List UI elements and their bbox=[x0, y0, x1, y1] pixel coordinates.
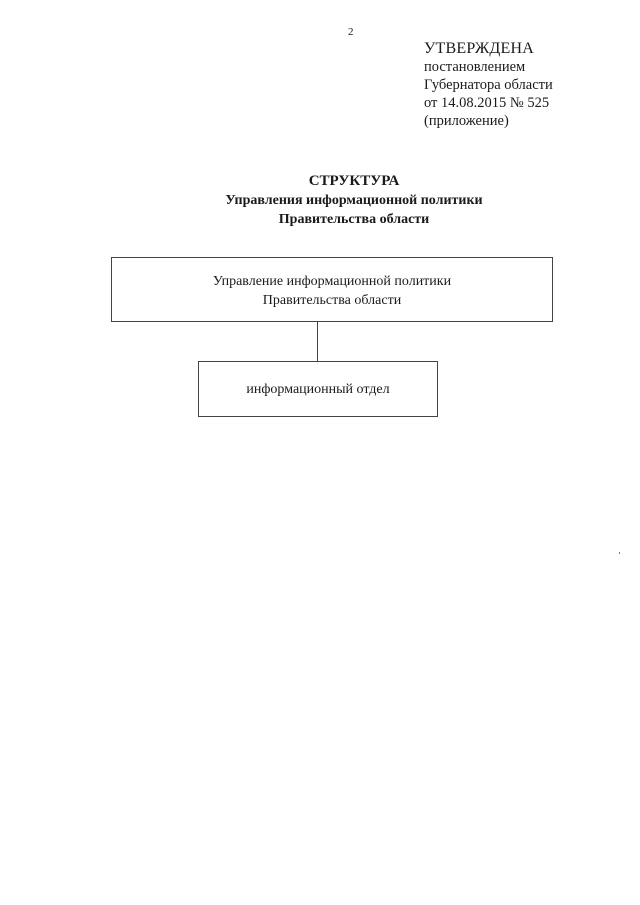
approval-stamp bbox=[424, 40, 553, 130]
approval-line: от 14.08.2015 № 525 bbox=[424, 95, 550, 111]
org-box-information-section bbox=[198, 361, 438, 417]
org-box-department bbox=[111, 257, 553, 322]
approval-line: (приложение) bbox=[424, 113, 509, 129]
approval-line: постановлением bbox=[424, 59, 526, 75]
scan-speck bbox=[619, 552, 620, 554]
org-box-department-line: Управление информационной политики bbox=[212, 274, 452, 289]
title-line: Правительства области bbox=[278, 212, 430, 227]
org-box-department-line: Правительства области bbox=[262, 293, 402, 308]
title-line: Управления информационной политики bbox=[225, 193, 483, 208]
document-title bbox=[0, 172, 640, 229]
org-box-information-section-label: информационный отдел bbox=[246, 382, 390, 397]
page-number: 2 bbox=[348, 26, 354, 38]
org-connector-line bbox=[317, 322, 318, 361]
title-heading: СТРУКТУРА bbox=[308, 173, 400, 189]
approval-line: Губернатора области bbox=[424, 77, 553, 93]
approval-heading: УТВЕРЖДЕНА bbox=[424, 40, 535, 57]
